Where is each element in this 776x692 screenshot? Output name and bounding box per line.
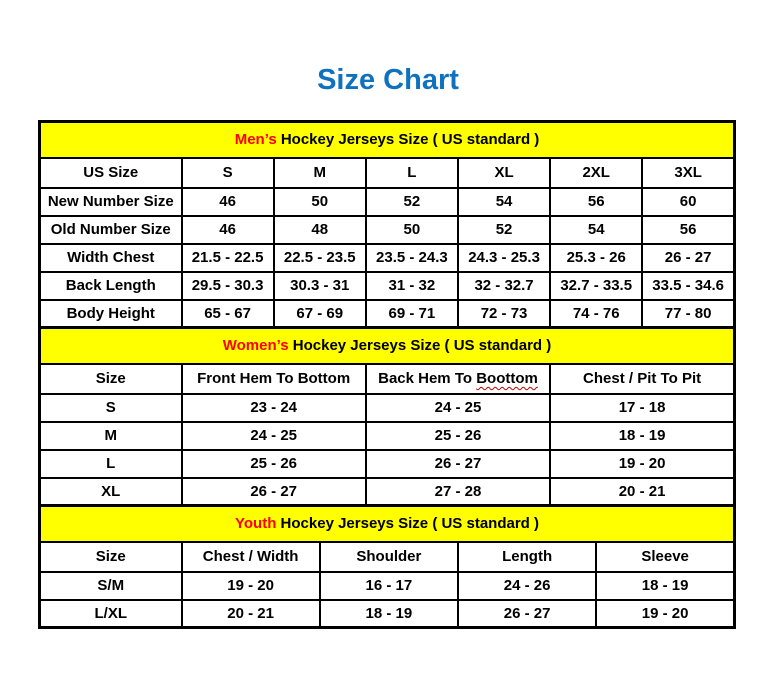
table-header-row [40,542,735,572]
data-cell: 56 [642,216,734,244]
data-cell: 60 [642,188,734,216]
table-row [40,450,735,478]
header-cell: Chest / Pit To Pit [550,364,734,394]
banner-rest-text: Hockey Jerseys Size ( US standard ) [276,515,539,533]
row-label-cell: Body Height [40,300,182,328]
table-row [40,422,735,450]
data-cell: 67 - 69 [274,300,366,328]
row-label-cell: S/M [40,572,182,600]
header-cell: Sleeve [596,542,734,572]
header-cell: Back Hem To Boottom [366,364,550,394]
banner-highlight-text: Men’s [234,131,277,149]
data-cell: 56 [550,188,642,216]
header-cell: Front Hem To Bottom [182,364,366,394]
data-cell: 23.5 - 24.3 [366,244,458,272]
data-cell: 52 [366,188,458,216]
data-cell: 24 - 25 [366,394,550,422]
header-cell: XL [458,158,550,188]
table-row [40,216,735,244]
data-cell: 26 - 27 [458,600,596,628]
misspelled-word: Boottom [476,370,538,387]
data-cell: 26 - 27 [182,478,366,506]
data-cell: 77 - 80 [642,300,734,328]
banner-rest-text: Hockey Jerseys Size ( US standard ) [276,131,540,149]
row-label-cell: New Number Size [40,188,182,216]
data-cell: 30.3 - 31 [274,272,366,300]
data-cell: 69 - 71 [366,300,458,328]
row-label-cell: L/XL [40,600,182,628]
data-cell: 18 - 19 [550,422,734,450]
data-cell: 32.7 - 33.5 [550,272,642,300]
row-label-cell: S [40,394,182,422]
womens-size-table [38,326,736,507]
data-cell: 54 [550,216,642,244]
data-cell: 74 - 76 [550,300,642,328]
table-row [40,300,735,328]
youth-size-table [38,504,736,629]
page-title: Size Chart [317,64,459,96]
header-cell: US Size [40,158,182,188]
data-cell: 31 - 32 [366,272,458,300]
table-header-row [40,158,735,188]
data-cell: 19 - 20 [596,600,734,628]
data-cell: 18 - 19 [596,572,734,600]
table-banner-cell [40,506,735,542]
data-cell: 72 - 73 [458,300,550,328]
data-cell: 24 - 26 [458,572,596,600]
header-cell: 3XL [642,158,734,188]
data-cell: 26 - 27 [642,244,734,272]
header-cell: Chest / Width [182,542,320,572]
data-cell: 29.5 - 30.3 [182,272,274,300]
data-cell: 54 [458,188,550,216]
header-cell: S [182,158,274,188]
row-label-cell: Old Number Size [40,216,182,244]
data-cell: 32 - 32.7 [458,272,550,300]
data-cell: 18 - 19 [320,600,458,628]
data-cell: 22.5 - 23.5 [274,244,366,272]
banner-rest-text: Hockey Jerseys Size ( US standard ) [288,337,552,355]
data-cell: 50 [274,188,366,216]
table-row [40,272,735,300]
row-label-cell: M [40,422,182,450]
banner-highlight-text: Youth [235,515,277,533]
data-cell: 25 - 26 [182,450,366,478]
table-banner-cell [40,328,735,364]
header-cell: Size [40,364,182,394]
mens-size-table [38,120,736,329]
table-row [40,572,735,600]
data-cell: 33.5 - 34.6 [642,272,734,300]
table-banner-row [40,506,735,542]
header-cell: Shoulder [320,542,458,572]
data-cell: 21.5 - 22.5 [182,244,274,272]
table-row [40,478,735,506]
data-cell: 24.3 - 25.3 [458,244,550,272]
data-cell: 20 - 21 [550,478,734,506]
row-label-cell: L [40,450,182,478]
data-cell: 17 - 18 [550,394,734,422]
header-cell: Length [458,542,596,572]
table-row [40,244,735,272]
data-cell: 46 [182,188,274,216]
data-cell: 23 - 24 [182,394,366,422]
table-row [40,394,735,422]
table-banner-cell [40,122,735,158]
table-row [40,188,735,216]
header-cell: Size [40,542,182,572]
row-label-cell: Back Length [40,272,182,300]
data-cell: 26 - 27 [366,450,550,478]
data-cell: 24 - 25 [182,422,366,450]
data-cell: 48 [274,216,366,244]
data-cell: 65 - 67 [182,300,274,328]
table-row [40,600,735,628]
header-cell: 2XL [550,158,642,188]
data-cell: 25.3 - 26 [550,244,642,272]
data-cell: 19 - 20 [550,450,734,478]
table-banner-row [40,328,735,364]
banner-highlight-text: Women’s [222,337,289,355]
header-cell: L [366,158,458,188]
data-cell: 27 - 28 [366,478,550,506]
header-cell: M [274,158,366,188]
data-cell: 52 [458,216,550,244]
data-cell: 25 - 26 [366,422,550,450]
data-cell: 20 - 21 [182,600,320,628]
data-cell: 16 - 17 [320,572,458,600]
data-cell: 50 [366,216,458,244]
data-cell: 19 - 20 [182,572,320,600]
table-banner-row [40,122,735,158]
size-tables-wrapper [38,120,736,629]
table-header-row [40,364,735,394]
row-label-cell: Width Chest [40,244,182,272]
data-cell: 46 [182,216,274,244]
row-label-cell: XL [40,478,182,506]
